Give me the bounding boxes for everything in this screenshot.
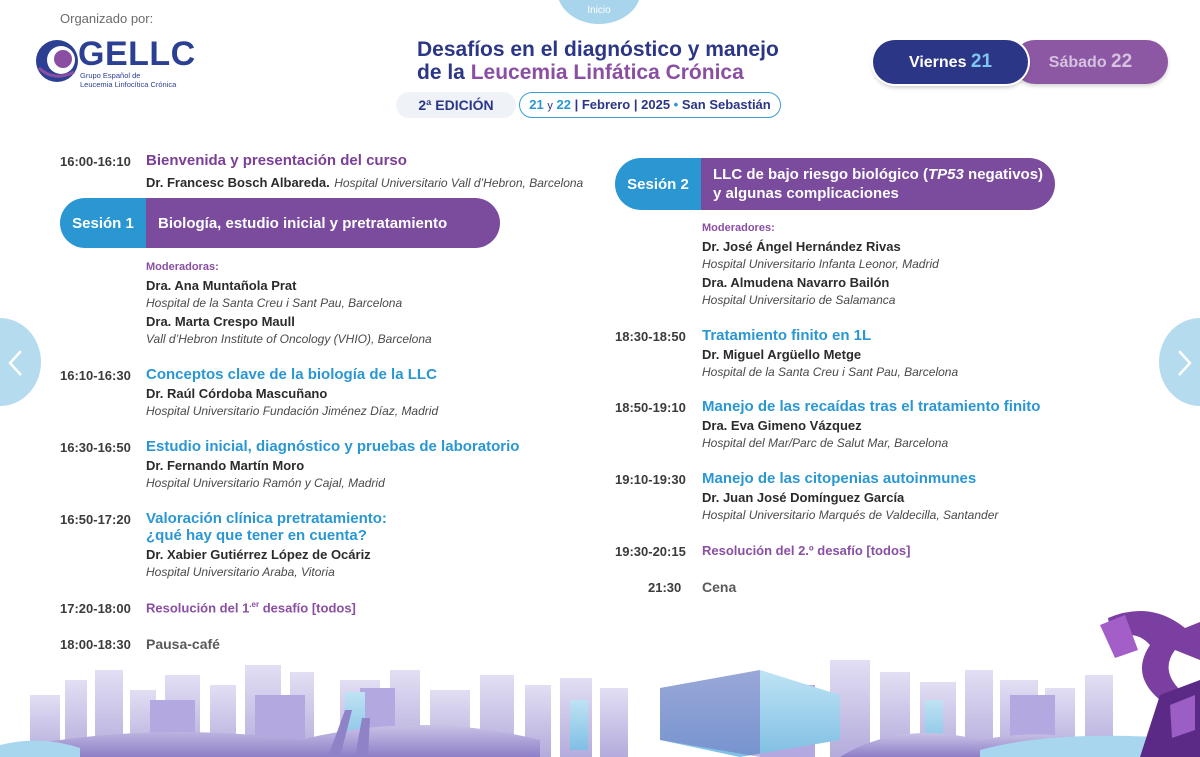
moderator-institution: Hospital Universitario Infanta Leonor, Madrid <box>702 257 939 271</box>
moderator-institution: Hospital de la Santa Creu i Sant Pau, Barcelona <box>146 296 403 310</box>
resolution-1-title: Resolución del $1^{.er}$ desafío [todos] <box>146 600 356 616</box>
talk-institution: Hospital de la Santa Creu i Sant Pau, Barcelona <box>702 365 959 379</box>
talk-time: 18:50-19:10 <box>615 400 686 415</box>
event-title-line1: Desafíos en el diagnóstico y manejo <box>417 38 779 61</box>
prev-page-button[interactable] <box>0 318 41 406</box>
chevron-left-icon <box>6 348 26 378</box>
talk-title: Valoración clínica pretratamiento: <box>146 510 387 527</box>
talk-title: Tratamiento finito en 1L <box>702 327 872 344</box>
talk-institution: Hospital Universitario Marqués de Valdecilla, Santander <box>702 508 999 522</box>
break-time: 18:00-18:30 <box>60 637 131 652</box>
dinner-time: 21:30 <box>648 580 682 595</box>
talk-speaker: Dra. Eva Gimeno Vázquez <box>702 418 862 433</box>
session-2-title: LLC de bajo riesgo biológico (TP53 negativos) y algunas complicaciones <box>701 158 1055 210</box>
moderator-institution: Hospital Universitario de Salamanca <box>702 293 896 307</box>
talk-speaker: Dr. Juan José Domínguez García <box>702 490 905 505</box>
talk-institution: Hospital Universitario Araba, Vitoria <box>146 565 335 579</box>
home-button[interactable]: Inicio <box>557 0 641 24</box>
talk-institution: Hospital del Mar/Parc de Salut Mar, Barcelona <box>702 436 949 450</box>
welcome-time: 16:00-16:10 <box>60 154 131 169</box>
talk-title: Manejo de las recaídas tras el tratamiento finito <box>702 398 1041 415</box>
talk-time: 16:50-17:20 <box>60 512 131 527</box>
next-page-button[interactable] <box>1159 318 1200 406</box>
moderator-institution: Vall d’Hebron Institute of Oncology (VHIO), Barcelona <box>146 332 432 346</box>
resolution-time: 17:20-18:00 <box>60 601 131 616</box>
chevron-right-icon <box>1174 348 1194 378</box>
logo-wordmark: GELLC <box>78 35 196 73</box>
moderator-name: Dra. Almudena Navarro Bailón <box>702 275 890 290</box>
moderator-name: Dra. Ana Muntañola Prat <box>146 278 297 293</box>
talk-speaker: Dr. Miguel Argüello Metge <box>702 347 862 362</box>
event-dates-badge: 21 y 22 | Febrero | 2025 • San Sebastián <box>519 92 781 118</box>
welcome-speaker-line: Dr. Francesc Bosch Albareda. Hospital Universitario Vall d’Hebron, Barcelona <box>146 175 584 190</box>
day-tab-saturday[interactable]: Sábado 22 <box>1013 40 1168 84</box>
talk-title: Manejo de las citopenias autoinmunes <box>702 470 977 487</box>
session-1-title: Biología, estudio inicial y pretratamiento <box>146 198 500 248</box>
logo-subtitle: Grupo Español de Leucemia Linfocítica Crónica <box>80 71 177 89</box>
coffee-break-label: Pausa-café <box>146 636 220 652</box>
moderators-label: Moderadoras: <box>146 261 219 273</box>
session-2-banner <box>615 158 1055 210</box>
talk-time: 18:30-18:50 <box>615 329 686 344</box>
session-1-label: Sesión 1 <box>60 198 146 248</box>
talk-title-line2: ¿qué hay que tener en cuenta? <box>146 527 367 544</box>
moderators-label: Moderadores: <box>702 222 775 234</box>
talk-title: Estudio inicial, diagnóstico y pruebas de laboratorio <box>146 438 520 455</box>
organized-by-label: Organizado por: <box>60 11 154 26</box>
gellc-logo-mark-icon <box>34 38 80 84</box>
dinner-label: Cena <box>702 579 737 595</box>
session-1-banner <box>60 198 500 248</box>
talk-speaker: Dr. Raúl Córdoba Mascuñano <box>146 386 328 401</box>
gellc-logo <box>34 35 196 89</box>
talk-title: Conceptos clave de la biología de la LLC <box>146 366 437 383</box>
moderator-name: Dra. Marta Crespo Maull <box>146 314 295 329</box>
talk-speaker: Dr. Fernando Martín Moro <box>146 458 305 473</box>
resolution-2-title: Resolución del 2.º desafío [todos] <box>702 543 911 558</box>
city-skyline-illustration <box>0 600 1200 757</box>
session-2-label: Sesión 2 <box>615 158 701 210</box>
talk-institution: Hospital Universitario Fundación Jiménez Díaz, Madrid <box>146 404 439 418</box>
talk-speaker: Dr. Xabier Gutiérrez López de Ocáriz <box>146 547 371 562</box>
talk-time: 16:30-16:50 <box>60 440 131 455</box>
moderator-name: Dr. José Ángel Hernández Rivas <box>702 239 901 254</box>
talk-time: 16:10-16:30 <box>60 368 131 383</box>
day-tab-friday[interactable]: Viernes 21 <box>873 40 1028 84</box>
event-title-line2: de la Leucemia Linfática Crónica <box>417 61 744 84</box>
resolution-time: 19:30-20:15 <box>615 544 686 559</box>
welcome-title: Bienvenida y presentación del curso <box>146 152 407 169</box>
talk-institution: Hospital Universitario Ramón y Cajal, Madrid <box>146 476 385 490</box>
edition-badge: 2ª EDICIÓN <box>396 92 516 118</box>
talk-time: 19:10-19:30 <box>615 472 686 487</box>
